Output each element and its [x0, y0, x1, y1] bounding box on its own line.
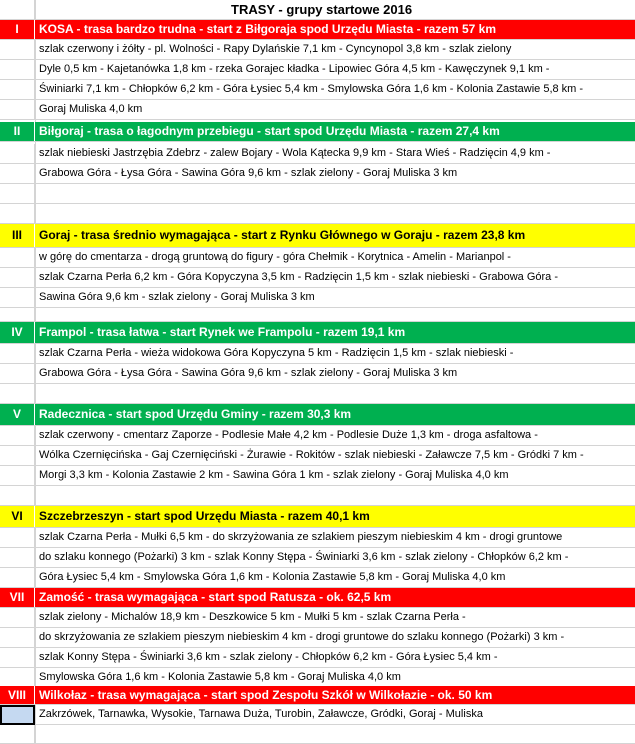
empty-row[interactable] — [0, 384, 635, 404]
route-line: do szlaku konnego (Pożarki) 3 km - szlak Konny Stępa - Świniarki 3,6 km - szlak zielony - Chłopków 6,2 km - — [39, 551, 569, 563]
row-number-cell[interactable] — [0, 100, 35, 119]
row-number-cell[interactable] — [0, 486, 35, 505]
route-header-row[interactable] — [0, 20, 635, 40]
row-number-cell[interactable] — [0, 308, 35, 321]
row-number-cell[interactable] — [0, 248, 35, 267]
route-line: szlak niebieski Jastrzębia Zdebrz - zalew Bojary - Wola Kątecka 9,9 km - Stara Wieś - Radzięcin 4,9 km - — [39, 147, 551, 159]
empty-row[interactable] — [0, 725, 635, 744]
route-header-row[interactable] — [0, 588, 635, 608]
route-line: szlak Czarna Perła - wieża widokowa Góra Kopyczyna 5 km - Radzięcin 1,5 km - szlak niebieski - — [39, 347, 514, 359]
route-number: II — [0, 122, 35, 141]
route-number: IV — [0, 322, 35, 343]
row-number-cell[interactable] — [0, 288, 35, 307]
route-line: Wólka Czernięcińska - Gaj Czernięciński - Żurawie - Rokitów - szlak niebieski - Załawcze 7,5 km - Gródki 7 km - — [39, 449, 584, 461]
route-line-row[interactable] — [0, 608, 635, 628]
empty-row[interactable] — [0, 308, 635, 322]
row-number-cell[interactable] — [0, 668, 35, 687]
route-line: szlak czerwony - cmentarz Zaporze - Podlesie Małe 4,2 km - Podlesie Duże 1,3 km - droga asfaltowa - — [39, 429, 538, 441]
route-line: Sawina Góra 9,6 km - szlak zielony - Goraj Muliska 3 km — [39, 291, 315, 303]
route-line: szlak Czarna Perła - Mułki 6,5 km - do skrzyżowania ze szlakiem pieszym niebieskim 4 km - drogi gruntowe — [39, 531, 563, 543]
route-line-row[interactable] — [0, 60, 635, 80]
selected-cell[interactable] — [0, 705, 35, 725]
route-header: Radecznica - start spod Urzędu Gminy - razem 30,3 km — [39, 407, 352, 421]
route-line-row[interactable] — [0, 568, 635, 588]
route-line: Grabowa Góra - Łysa Góra - Sawina Góra 9,6 km - szlak zielony - Goraj Muliska 3 km — [39, 167, 458, 179]
route-line-row[interactable] — [0, 648, 635, 668]
route-header: Goraj - trasa średnio wymagająca - start z Rynku Głównego w Goraju - razem 23,8 km — [39, 228, 526, 242]
route-header-row[interactable] — [0, 404, 635, 426]
row-number-cell[interactable] — [0, 80, 35, 99]
route-line: Grabowa Góra - Łysa Góra - Sawina Góra 9,6 km - szlak zielony - Goraj Muliska 3 km — [39, 367, 458, 379]
route-header-row[interactable] — [0, 322, 635, 344]
row-number-cell[interactable] — [0, 60, 35, 79]
row-number-cell[interactable] — [0, 568, 35, 587]
route-line-row[interactable] — [0, 248, 635, 268]
empty-row[interactable] — [0, 486, 635, 506]
route-number: V — [0, 404, 35, 425]
row-number-cell[interactable] — [0, 608, 35, 627]
route-line-row[interactable] — [0, 80, 635, 100]
route-line: do skrzyżowania ze szlakiem pieszym niebieskim 4 km - drogi gruntowe do szlaku konnego (Pożarki) 3 km - — [39, 631, 565, 643]
route-line-row[interactable] — [0, 426, 635, 446]
route-line: szlak Konny Stępa - Świniarki 3,6 km - szlak zielony - Chłopków 6,2 km - Góra Łysiec 5,4 km - — [39, 651, 498, 663]
row-number-cell[interactable] — [0, 548, 35, 567]
row-number-cell[interactable] — [0, 184, 35, 203]
row-number-cell[interactable] — [0, 725, 35, 743]
route-line-row[interactable] — [0, 288, 635, 308]
route-header: Biłgoraj - trasa o łagodnym przebiegu - start spod Urzędu Miasta - razem 27,4 km — [39, 124, 500, 138]
empty-row[interactable] — [0, 204, 635, 224]
route-number: III — [0, 224, 35, 247]
row-number-cell[interactable] — [0, 648, 35, 667]
row-number-cell[interactable] — [0, 384, 35, 403]
row-number-cell[interactable] — [0, 426, 35, 445]
row-number-cell[interactable] — [0, 0, 35, 19]
route-header: Wilkołaz - trasa wymagająca - start spod Zespołu Szkół w Wilkołazie - ok. 50 km — [39, 688, 493, 702]
route-line-row[interactable] — [0, 548, 635, 568]
route-header-row[interactable] — [0, 224, 635, 248]
row-number-cell[interactable] — [0, 466, 35, 485]
row-number-cell[interactable] — [0, 268, 35, 287]
route-line: Zakrzówek, Tarnawka, Wysokie, Tarnawa Duża, Turobin, Załawcze, Gródki, Goraj - Muliska — [39, 708, 483, 720]
sheet-title: TRASY - grupy startowe 2016 — [231, 2, 413, 17]
route-line-row[interactable] — [0, 628, 635, 648]
row-number-cell[interactable] — [0, 40, 35, 59]
row-number-cell[interactable] — [0, 344, 35, 363]
route-line-row[interactable] — [0, 144, 635, 164]
route-header-row[interactable] — [0, 506, 635, 528]
route-line: Góra Łysiec 5,4 km - Smylowska Góra 1,6 km - Kolonia Zastawie 5,8 km - Goraj Muliska 4,0 km — [39, 571, 506, 583]
route-line-row[interactable] — [0, 446, 635, 466]
route-line: szlak czerwony i żółty - pl. Wolności - Rapy Dylańskie 7,1 km - Cyncynopol 3,8 km - szlak zielony — [39, 43, 512, 55]
row-number-cell[interactable] — [0, 164, 35, 183]
route-line-row[interactable] — [0, 40, 635, 60]
route-line-row[interactable] — [0, 344, 635, 364]
route-header: Zamość - trasa wymagająca - start spod Ratusza - ok. 62,5 km — [39, 590, 392, 604]
route-line: Goraj Muliska 4,0 km — [39, 103, 143, 115]
route-line-row[interactable] — [0, 364, 635, 384]
route-line: szlak zielony - Michalów 18,9 km - Deszkowice 5 km - Mułki 5 km - szlak Czarna Perła - — [39, 611, 466, 623]
route-line-row[interactable] — [0, 705, 635, 725]
route-line: w górę do cmentarza - drogą gruntową do figury - góra Chełmik - Korytnica - Amelin - Marianpol - — [39, 251, 511, 263]
route-line-row[interactable] — [0, 528, 635, 548]
row-number-cell[interactable] — [0, 364, 35, 383]
route-number: VI — [0, 506, 35, 527]
route-line: Dyle 0,5 km - Kajetanówka 1,8 km - rzeka Gorajec kładka - Lipowiec Góra 4,5 km - Kawęczynek 9,1 km - — [39, 63, 550, 75]
route-number: VII — [0, 588, 35, 607]
route-header-row[interactable] — [0, 686, 635, 705]
route-line: Smylowska Góra 1,6 km - Kolonia Zastawie 5,8 km - Goraj Muliska 4,0 km — [39, 671, 401, 683]
route-line-row[interactable] — [0, 668, 635, 688]
route-line-row[interactable] — [0, 268, 635, 288]
row-number-cell[interactable] — [0, 204, 35, 223]
route-line: Morgi 3,3 km - Kolonia Zastawie 2 km - Sawina Góra 1 km - szlak zielony - Goraj Muliska 4,0 km — [39, 469, 509, 481]
route-number: I — [0, 20, 35, 39]
route-header: Szczebrzeszyn - start spod Urzędu Miasta - razem 40,1 km — [39, 509, 370, 523]
route-line-row[interactable] — [0, 466, 635, 486]
route-line-row[interactable] — [0, 164, 635, 184]
route-number: VIII — [0, 686, 35, 704]
row-number-cell[interactable] — [0, 144, 35, 163]
route-line: Świniarki 7,1 km - Chłopków 6,2 km - Góra Łysiec 5,4 km - Smylowska Góra 1,6 km - Kolonia Zastawie 5,8 km - — [39, 83, 584, 95]
route-header: Frampol - trasa łatwa - start Rynek we Frampolu - razem 19,1 km — [39, 325, 406, 339]
route-header: KOSA - trasa bardzo trudna - start z Biłgoraja spod Urzędu Miasta - razem 57 km — [39, 22, 496, 36]
route-line: szlak Czarna Perła 6,2 km - Góra Kopyczyna 3,5 km - Radzięcin 1,5 km - szlak niebieski - Grabowa Góra - — [39, 271, 559, 283]
route-line-row[interactable] — [0, 100, 635, 120]
title-row[interactable] — [0, 0, 635, 20]
empty-row[interactable] — [0, 184, 635, 204]
row-number-cell[interactable] — [0, 446, 35, 465]
route-header-row[interactable] — [0, 122, 635, 142]
row-number-cell[interactable] — [0, 528, 35, 547]
row-number-cell[interactable] — [0, 628, 35, 647]
